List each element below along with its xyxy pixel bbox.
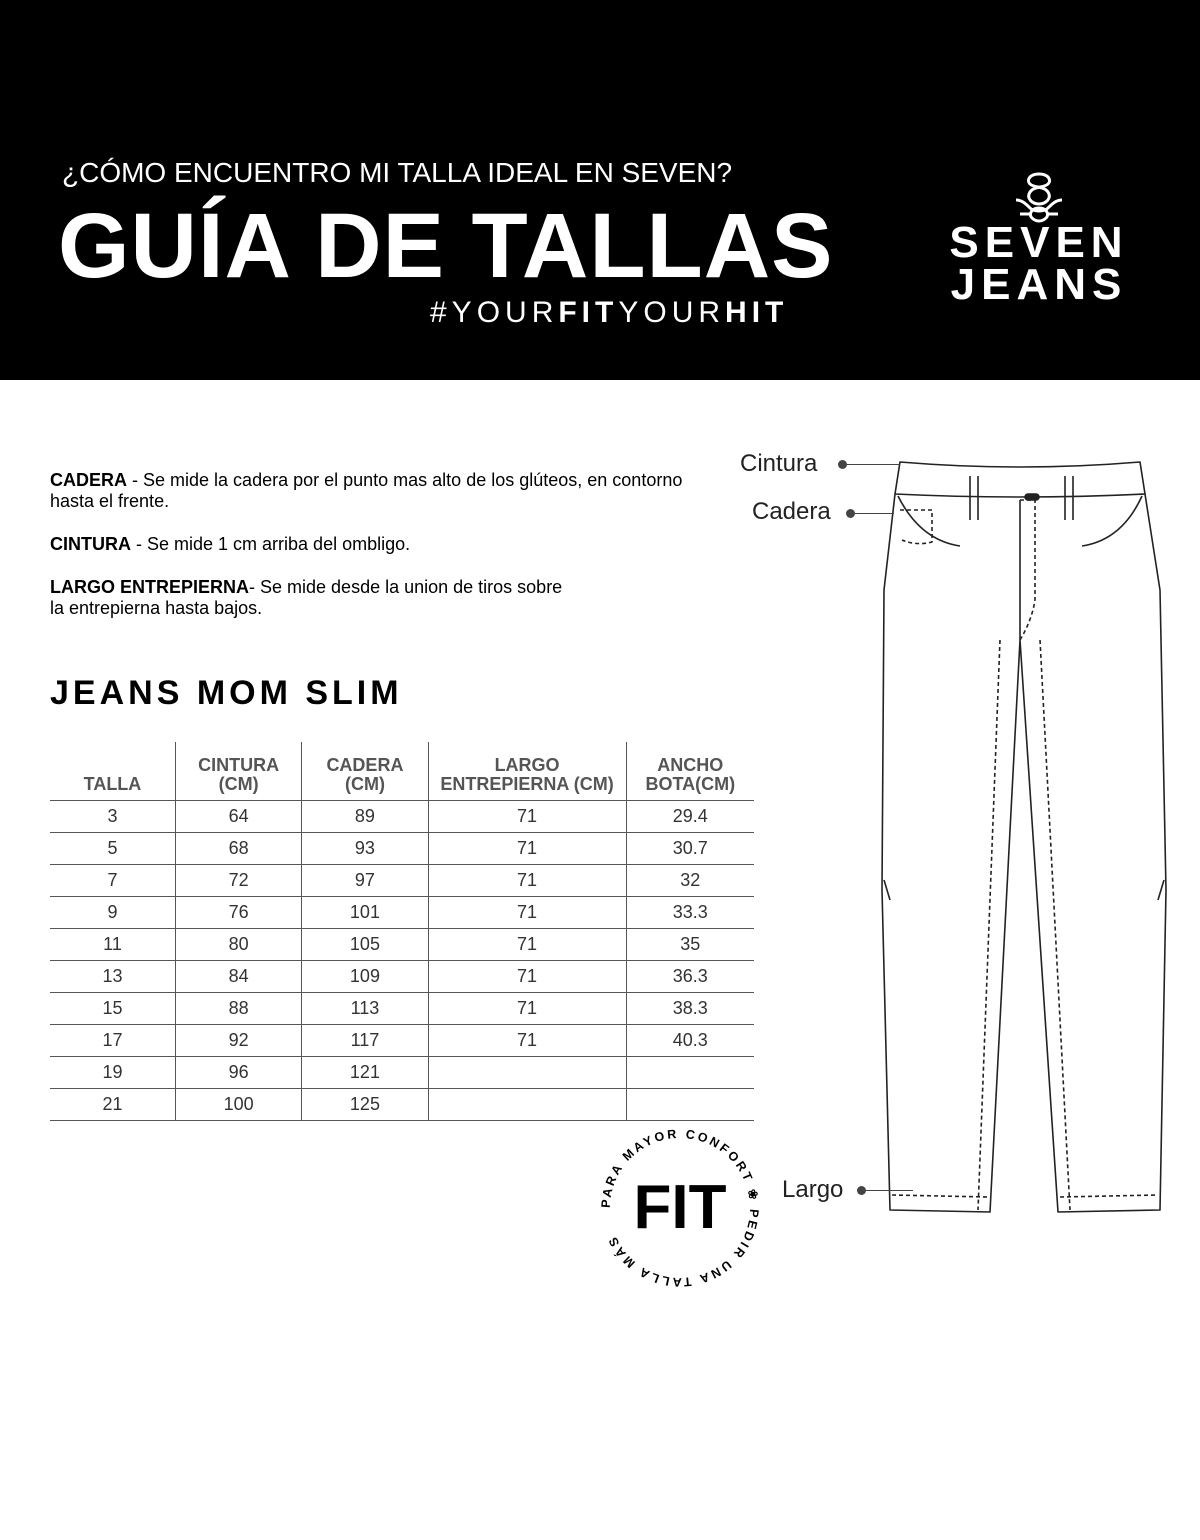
brand-line-2: JEANS [950, 260, 1128, 309]
table-cell: 89 [302, 801, 428, 833]
table-row [50, 1089, 754, 1121]
leader-line [854, 513, 894, 514]
table-cell: 5 [50, 833, 175, 865]
table-cell: 72 [175, 865, 301, 897]
definition-term: LARGO ENTREPIERNA [50, 577, 250, 597]
table-row [50, 865, 754, 897]
table-header-row [50, 742, 754, 801]
table-cell: 15 [50, 993, 175, 1025]
definition-text: - Se mide 1 cm arriba del ombligo. [131, 534, 411, 554]
table-cell: 3 [50, 801, 175, 833]
table-cell: 101 [302, 897, 428, 929]
table-cell [626, 1057, 754, 1089]
table-cell: 117 [302, 1025, 428, 1057]
measurement-definitions [50, 470, 700, 641]
table-row [50, 961, 754, 993]
column-header: ANCHO BOTA(CM) [626, 742, 754, 801]
table-cell: 9 [50, 897, 175, 929]
table-cell: 71 [428, 801, 626, 833]
table-cell: 71 [428, 865, 626, 897]
column-header: CINTURA (CM) [175, 742, 301, 801]
table-cell: 93 [302, 833, 428, 865]
badge-ring-text: PARA MAYOR CONFORT ❀ PEDIR UNA TALLA MÁS [598, 1126, 762, 1290]
table-cell: 76 [175, 897, 301, 929]
table-cell: 92 [175, 1025, 301, 1057]
hashtag-part: HIT [725, 296, 789, 329]
table-cell: 36.3 [626, 961, 754, 993]
table-cell: 17 [50, 1025, 175, 1057]
table-cell: 113 [302, 993, 428, 1025]
table-row [50, 897, 754, 929]
table-cell [428, 1089, 626, 1121]
brand-logo [948, 218, 1130, 309]
brand-line-1: SEVEN [949, 218, 1129, 267]
hashtag-part: #YOUR [430, 296, 559, 329]
leader-line [846, 464, 900, 465]
table-row [50, 929, 754, 961]
definition-waist [50, 534, 700, 555]
page-title: GUÍA DE TALLAS [58, 195, 834, 297]
table-cell: 105 [302, 929, 428, 961]
table-row [50, 1057, 754, 1089]
leader-line [865, 1190, 913, 1191]
table-cell: 121 [302, 1057, 428, 1089]
table-cell: 7 [50, 865, 175, 897]
column-header: LARGO ENTREPIERNA (CM) [428, 742, 626, 801]
table-cell: 71 [428, 897, 626, 929]
definition-text: - Se mide desde la union de tiros sobre la entrepierna hasta bajos. [50, 577, 563, 618]
table-cell: 13 [50, 961, 175, 993]
jeans-diagram [860, 450, 1180, 1230]
table-cell [428, 1057, 626, 1089]
definition-hip [50, 470, 700, 512]
definition-term: CINTURA [50, 534, 131, 554]
table-cell: 97 [302, 865, 428, 897]
label-length: Largo [782, 1176, 844, 1203]
table-cell: 80 [175, 929, 301, 961]
badge-center-text: FIT [633, 1173, 727, 1242]
table-cell: 32 [626, 865, 754, 897]
table-cell: 109 [302, 961, 428, 993]
table-cell: 19 [50, 1057, 175, 1089]
table-row [50, 1025, 754, 1057]
table-cell: 71 [428, 961, 626, 993]
table-cell: 100 [175, 1089, 301, 1121]
table-cell: 30.7 [626, 833, 754, 865]
table-cell: 71 [428, 929, 626, 961]
label-hip: Cadera [752, 498, 831, 525]
table-cell: 68 [175, 833, 301, 865]
table-cell: 96 [175, 1057, 301, 1089]
table-cell: 29.4 [626, 801, 754, 833]
definition-term: CADERA [50, 470, 128, 490]
table-cell: 125 [302, 1089, 428, 1121]
table-cell: 84 [175, 961, 301, 993]
table-row [50, 833, 754, 865]
hashtag [430, 296, 788, 330]
table-row [50, 993, 754, 1025]
table-row [50, 801, 754, 833]
table-cell: 71 [428, 833, 626, 865]
hashtag-part: FIT [558, 296, 619, 329]
fit-badge [590, 1118, 770, 1298]
column-header: CADERA (CM) [302, 742, 428, 801]
definition-text: - Se mide la cadera por el punto mas alto de los glúteos, en contorno hasta el frente. [50, 470, 683, 511]
label-waist: Cintura [740, 450, 818, 477]
table-cell: 35 [626, 929, 754, 961]
table-cell: 40.3 [626, 1025, 754, 1057]
column-header: TALLA [50, 742, 175, 801]
header-subtitle: ¿CÓMO ENCUENTRO MI TALLA IDEAL EN SEVEN? [62, 157, 733, 188]
table-cell: 33.3 [626, 897, 754, 929]
hashtag-part: YOUR [618, 296, 726, 329]
table-cell: 88 [175, 993, 301, 1025]
definition-inseam [50, 577, 580, 619]
table-cell [626, 1089, 754, 1121]
table-cell: 38.3 [626, 993, 754, 1025]
section-title: JEANS MOM SLIM [50, 674, 403, 712]
table-cell: 21 [50, 1089, 175, 1121]
size-table [50, 742, 754, 1121]
table-cell: 64 [175, 801, 301, 833]
table-cell: 71 [428, 993, 626, 1025]
table-cell: 71 [428, 1025, 626, 1057]
header-banner [0, 0, 1200, 380]
table-cell: 11 [50, 929, 175, 961]
